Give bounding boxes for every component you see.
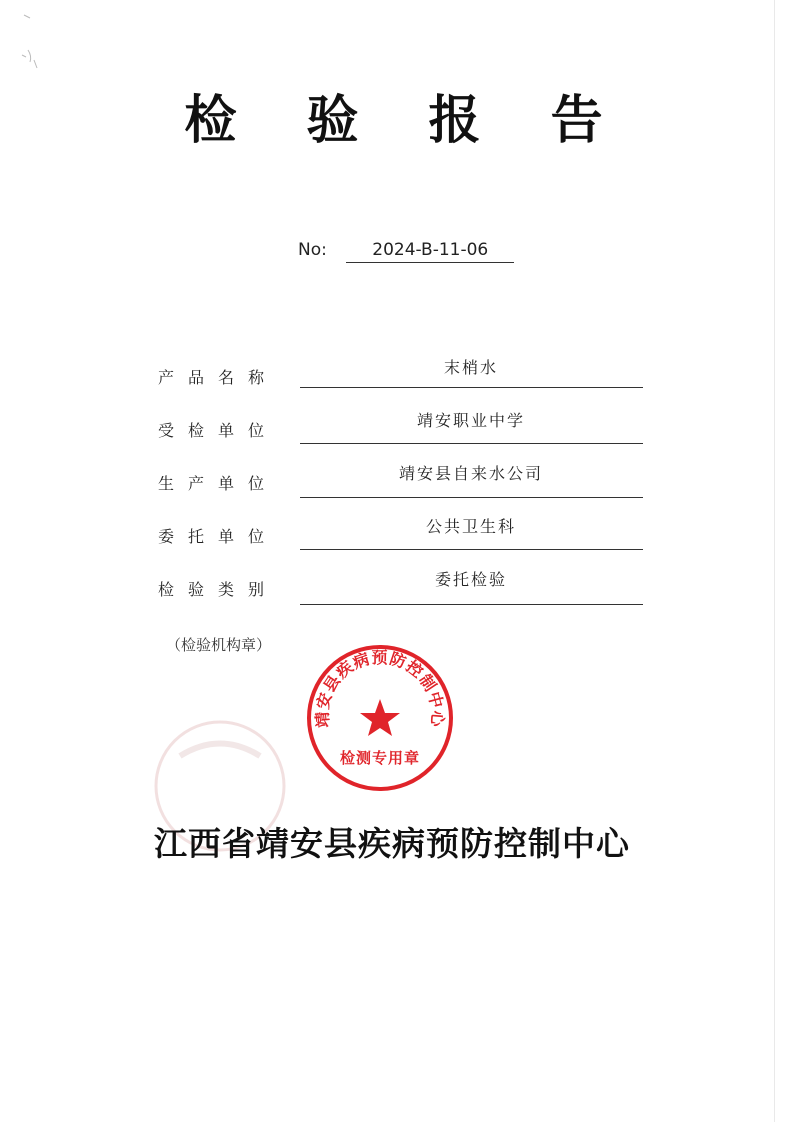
scan-edge [774, 0, 775, 1122]
report-number-value: 2024-B-11-06 [346, 240, 514, 263]
field-underline [300, 497, 643, 498]
field-value: 末梢水 [443, 358, 498, 377]
report-number-label: No: [298, 240, 327, 260]
field-row-inspection-type [0, 567, 793, 607]
scan-artifact [14, 10, 54, 80]
report-number [298, 240, 514, 263]
field-row-client [0, 514, 793, 554]
field-underline [300, 604, 643, 605]
organization-name: 江西省靖安县疾病预防控制中心 [154, 824, 630, 863]
seal-caption: （检验机构章） [166, 636, 272, 654]
field-label: 产品名称 [158, 368, 279, 387]
stamp-purpose: 检测专用章 [339, 749, 421, 767]
field-value: 公共卫生科 [425, 517, 516, 536]
field-underline [300, 443, 643, 444]
stamp-org-name: 靖安县疾病预防控制中心 [312, 648, 448, 729]
field-value: 靖安职业中学 [416, 411, 525, 430]
star-icon [360, 699, 400, 736]
field-label: 受检单位 [158, 421, 279, 440]
field-label: 委托单位 [158, 527, 279, 546]
document-title: 检 验 报 告 [184, 91, 629, 151]
official-stamp [305, 643, 455, 793]
field-underline [300, 549, 643, 550]
field-row-producer [0, 461, 793, 501]
field-row-product [0, 355, 793, 395]
field-label: 生产单位 [158, 474, 279, 493]
field-value: 委托检验 [434, 570, 507, 589]
field-row-inspected-unit [0, 408, 793, 448]
field-label: 检验类别 [158, 580, 279, 599]
field-underline [300, 387, 643, 388]
field-value: 靖安县自来水公司 [398, 464, 543, 483]
